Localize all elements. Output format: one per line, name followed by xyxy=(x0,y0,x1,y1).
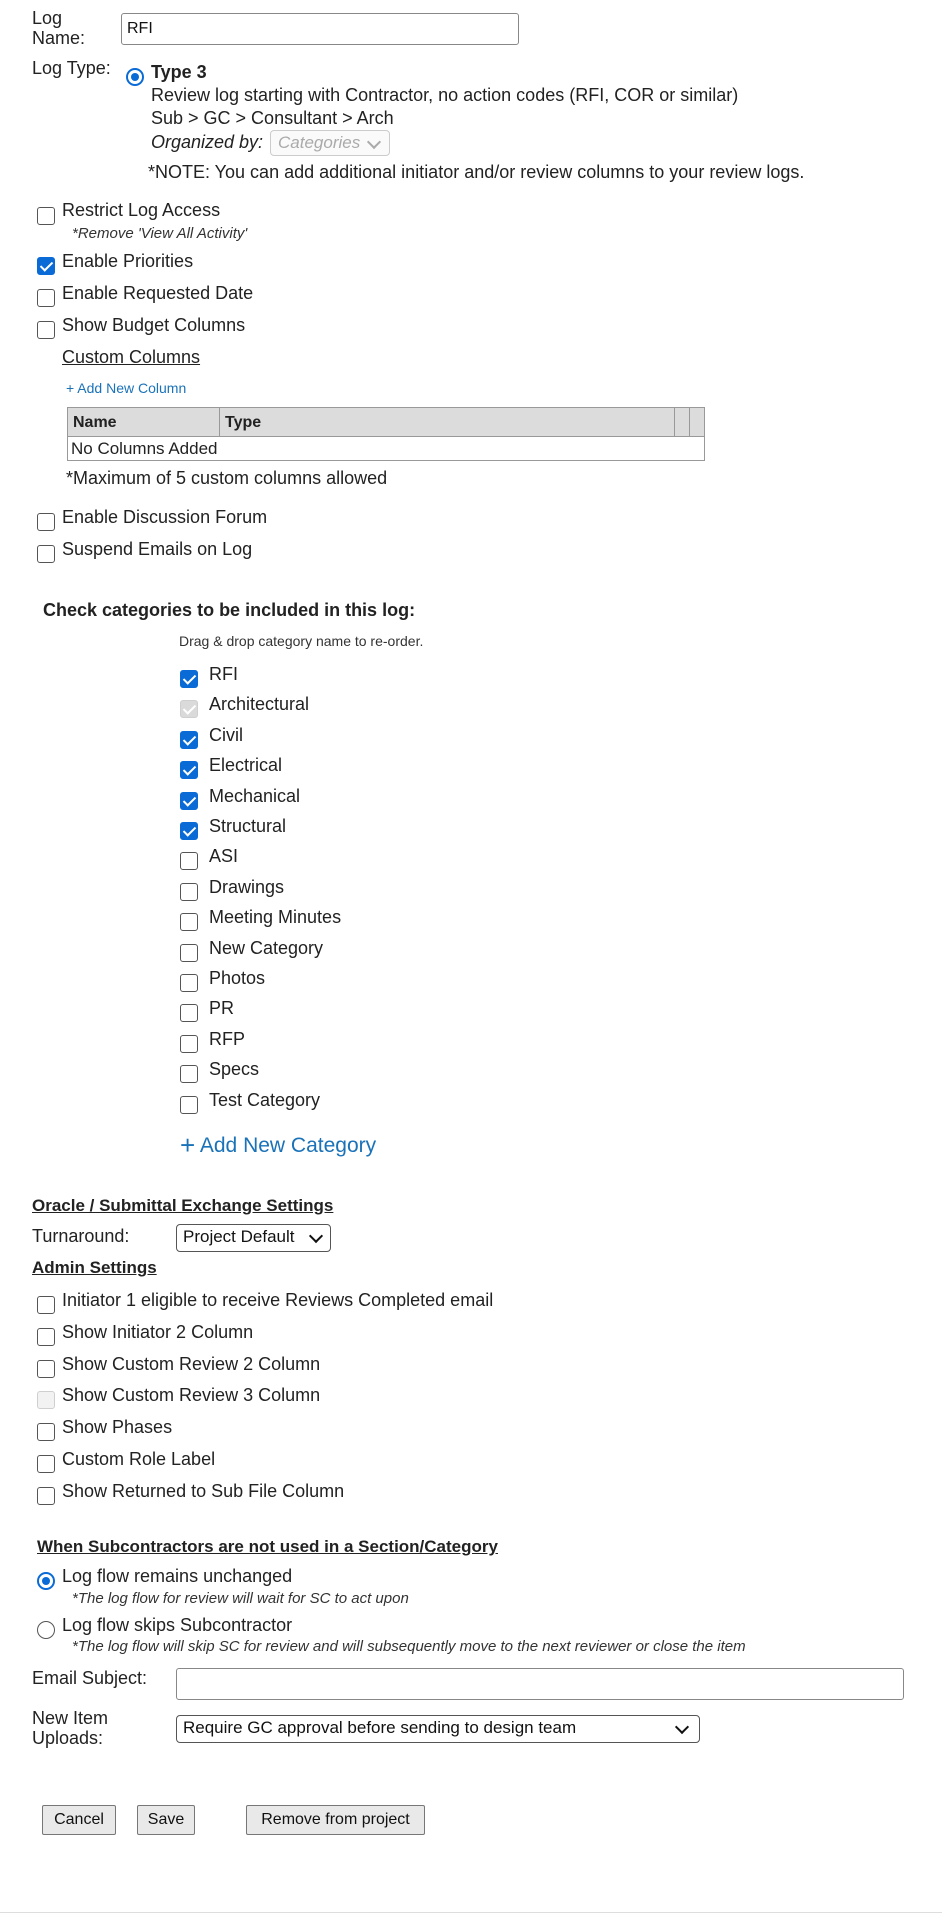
chevron-down-icon xyxy=(309,1229,323,1243)
restrict-log-access-checkbox[interactable] xyxy=(37,207,55,225)
turnaround-label: Turnaround: xyxy=(32,1226,130,1246)
admin-setting-label: Custom Role Label xyxy=(62,1449,216,1469)
category-checkbox[interactable] xyxy=(180,1004,198,1022)
turnaround-select[interactable]: Project Default xyxy=(176,1224,331,1252)
enable-priorities-label: Enable Priorities xyxy=(62,251,194,271)
admin-setting-label: Initiator 1 eligible to receive Reviews Completed email xyxy=(62,1290,494,1310)
category-checkbox[interactable] xyxy=(180,731,198,749)
category-label[interactable]: Test Category xyxy=(209,1090,321,1110)
category-checkbox[interactable] xyxy=(180,670,198,688)
email-subject-label: Email Subject: xyxy=(32,1668,148,1688)
remove-from-project-button[interactable]: Remove from project xyxy=(246,1805,425,1835)
log-type-flow: Sub > GC > Consultant > Arch xyxy=(151,108,394,128)
log-flow-unchanged-note: *The log flow for review will wait for SC to act upon xyxy=(72,1590,409,1607)
category-checkbox[interactable] xyxy=(180,792,198,810)
add-new-category-button[interactable] xyxy=(180,1130,376,1161)
admin-setting-checkbox xyxy=(37,1391,55,1409)
log-flow-unchanged-label: Log flow remains unchanged xyxy=(62,1566,293,1586)
plus-icon: + xyxy=(180,1130,196,1160)
email-subject-input[interactable] xyxy=(176,1668,904,1700)
log-name-input[interactable] xyxy=(121,13,519,45)
category-checkbox[interactable] xyxy=(180,883,198,901)
log-type-name: Type 3 xyxy=(151,62,207,82)
custom-columns-table xyxy=(67,407,705,461)
admin-setting-label: Show Custom Review 3 Column xyxy=(62,1385,321,1405)
log-flow-skips-radio[interactable] xyxy=(37,1621,55,1639)
category-label[interactable]: Architectural xyxy=(209,694,310,714)
category-label[interactable]: RFI xyxy=(209,664,238,684)
add-new-column-link[interactable]: + Add New Column xyxy=(66,380,187,396)
chevron-down-icon xyxy=(367,135,381,149)
show-budget-columns-label: Show Budget Columns xyxy=(62,315,246,335)
column-header-name: Name xyxy=(68,408,220,436)
log-flow-unchanged-radio[interactable] xyxy=(37,1572,55,1590)
new-item-uploads-select[interactable]: Require GC approval before sending to design team xyxy=(176,1715,700,1743)
category-checkbox[interactable] xyxy=(180,761,198,779)
custom-columns-title: Custom Columns xyxy=(62,347,201,367)
new-item-uploads-label: New Item Uploads: xyxy=(32,1708,109,1748)
admin-settings-title: Admin Settings xyxy=(32,1258,157,1277)
admin-setting-checkbox[interactable] xyxy=(37,1487,55,1505)
enable-requested-date-label: Enable Requested Date xyxy=(62,283,254,303)
category-checkbox[interactable] xyxy=(180,913,198,931)
category-label[interactable]: Mechanical xyxy=(209,786,301,806)
enable-priorities-checkbox[interactable] xyxy=(37,257,55,275)
save-button[interactable]: Save xyxy=(137,1805,195,1835)
categories-hint: Drag & drop category name to re-order. xyxy=(179,633,424,649)
category-label[interactable]: Photos xyxy=(209,968,266,988)
bottom-divider xyxy=(0,1912,942,1913)
category-label[interactable]: Specs xyxy=(209,1059,260,1079)
category-checkbox xyxy=(180,700,198,718)
category-label[interactable]: ASI xyxy=(209,846,239,866)
admin-setting-checkbox[interactable] xyxy=(37,1423,55,1441)
enable-discussion-forum-checkbox[interactable] xyxy=(37,513,55,531)
restrict-log-access-label: Restrict Log Access xyxy=(62,200,221,220)
custom-columns-max-note: *Maximum of 5 custom columns allowed xyxy=(66,468,388,488)
admin-setting-label: Show Custom Review 2 Column xyxy=(62,1354,321,1374)
category-label[interactable]: Meeting Minutes xyxy=(209,907,342,927)
chevron-down-icon xyxy=(675,1720,689,1734)
category-checkbox[interactable] xyxy=(180,822,198,840)
custom-columns-empty: No Columns Added xyxy=(67,437,705,461)
add-new-category-label: Add New Category xyxy=(199,1134,377,1157)
admin-setting-checkbox[interactable] xyxy=(37,1360,55,1378)
log-type-description: Review log starting with Contractor, no action codes (RFI, COR or similar) xyxy=(151,85,739,105)
enable-discussion-forum-label: Enable Discussion Forum xyxy=(62,507,268,527)
category-checkbox[interactable] xyxy=(180,1065,198,1083)
category-label[interactable]: RFP xyxy=(209,1029,245,1049)
category-checkbox[interactable] xyxy=(180,944,198,962)
category-label[interactable]: Electrical xyxy=(209,755,283,775)
column-header-type: Type xyxy=(220,408,675,436)
type-3-radio[interactable] xyxy=(126,68,144,86)
category-label[interactable]: Civil xyxy=(209,725,243,745)
category-label[interactable]: Structural xyxy=(209,816,287,836)
enable-requested-date-checkbox[interactable] xyxy=(37,289,55,307)
restrict-log-access-note: *Remove 'View All Activity' xyxy=(72,225,248,242)
oracle-settings-title: Oracle / Submittal Exchange Settings xyxy=(32,1196,334,1215)
categories-title: Check categories to be included in this log: xyxy=(43,600,416,620)
category-checkbox[interactable] xyxy=(180,974,198,992)
admin-setting-checkbox[interactable] xyxy=(37,1296,55,1314)
admin-setting-checkbox[interactable] xyxy=(37,1455,55,1473)
suspend-emails-checkbox[interactable] xyxy=(37,545,55,563)
log-flow-skips-note: *The log flow will skip SC for review and will subsequently move to the next reviewer or close the item xyxy=(72,1638,746,1655)
category-label[interactable]: PR xyxy=(209,998,235,1018)
admin-setting-label: Show Phases xyxy=(62,1417,173,1437)
log-flow-skips-label: Log flow skips Subcontractor xyxy=(62,1615,293,1635)
category-checkbox[interactable] xyxy=(180,1035,198,1053)
show-budget-columns-checkbox[interactable] xyxy=(37,321,55,339)
suspend-emails-label: Suspend Emails on Log xyxy=(62,539,253,559)
log-name-label: Log Name: xyxy=(32,8,86,48)
category-checkbox[interactable] xyxy=(180,852,198,870)
category-label[interactable]: Drawings xyxy=(209,877,285,897)
subcontractor-section-title: When Subcontractors are not used in a Section/Category xyxy=(37,1537,498,1556)
organized-by-label: Organized by: xyxy=(151,132,264,152)
admin-setting-label: Show Initiator 2 Column xyxy=(62,1322,254,1342)
log-type-note: *NOTE: You can add additional initiator and/or review columns to your review logs. xyxy=(148,162,805,182)
category-checkbox[interactable] xyxy=(180,1096,198,1114)
admin-setting-label: Show Returned to Sub File Column xyxy=(62,1481,345,1501)
admin-setting-checkbox[interactable] xyxy=(37,1328,55,1346)
cancel-button[interactable]: Cancel xyxy=(42,1805,116,1835)
log-type-label: Log Type: xyxy=(32,58,111,78)
organized-by-select: Categories xyxy=(270,130,390,156)
category-label[interactable]: New Category xyxy=(209,938,324,958)
